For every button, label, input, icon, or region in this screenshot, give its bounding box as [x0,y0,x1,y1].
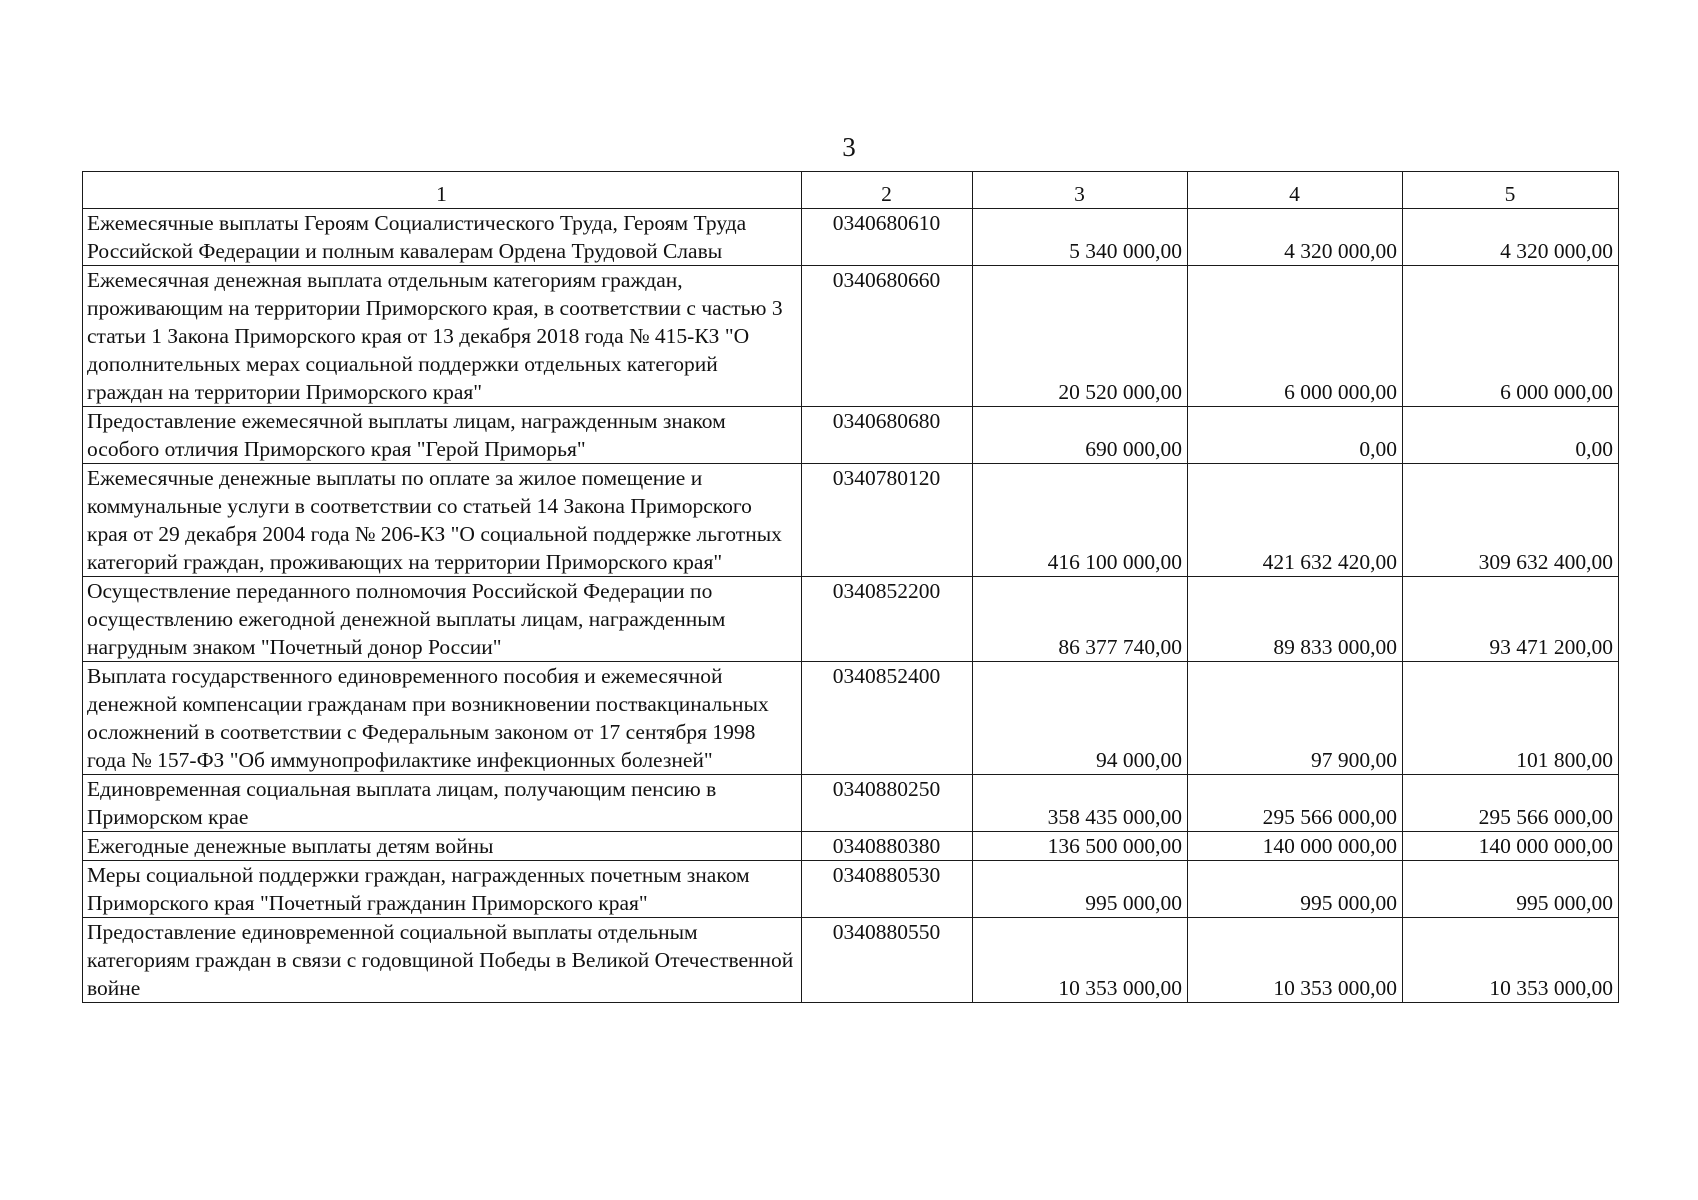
table-row [83,266,1619,407]
row-value-col4: 140 000 000,00 [1188,832,1403,861]
row-name: Меры социальной поддержки граждан, награжденных почетным знаком Приморского края "Почетный гражданин Приморского края" [83,861,802,918]
row-value-col3: 995 000,00 [973,861,1188,918]
row-name: Осуществление переданного полномочия Российской Федерации по осуществлению ежегодной денежной выплаты лицам, награжденным нагрудным знаком "Почетный донор России" [83,577,802,662]
budget-table [82,171,1619,1003]
row-name: Предоставление ежемесячной выплаты лицам, награжденным знаком особого отличия Приморского края "Герой Приморья" [83,407,802,464]
column-header-1: 1 [83,172,802,209]
row-code: 0340852200 [802,577,973,662]
row-code: 0340680660 [802,266,973,407]
row-value-col3: 416 100 000,00 [973,464,1188,577]
row-code: 0340680610 [802,209,973,266]
column-header-5: 5 [1403,172,1619,209]
row-name: Ежемесячная денежная выплата отдельным категориям граждан, проживающим на территории Приморского края, в соответствии с частью 3 статьи 1 Закона Приморского края от 13 декабря 2018 года № 415-КЗ "О дополнительных мерах социальной поддержки отдельных категорий граждан на территории Приморского края" [83,266,802,407]
row-value-col3: 5 340 000,00 [973,209,1188,266]
row-value-col4: 89 833 000,00 [1188,577,1403,662]
row-value-col3: 136 500 000,00 [973,832,1188,861]
column-header-4: 4 [1188,172,1403,209]
row-value-col4: 6 000 000,00 [1188,266,1403,407]
row-name: Единовременная социальная выплата лицам, получающим пенсию в Приморском крае [83,775,802,832]
row-code: 0340880380 [802,832,973,861]
row-value-col3: 94 000,00 [973,662,1188,775]
column-header-3: 3 [973,172,1188,209]
row-value-col5: 995 000,00 [1403,861,1619,918]
row-value-col5: 0,00 [1403,407,1619,464]
row-value-col4: 0,00 [1188,407,1403,464]
row-name: Выплата государственного единовременного пособия и ежемесячной денежной компенсации гражданам при возникновении поствакцинальных осложнений в соответствии с Федеральным законом от 17 сентября 1998 года № 157-ФЗ "Об иммунопрофилактике инфекционных болезней" [83,662,802,775]
row-value-col5: 93 471 200,00 [1403,577,1619,662]
row-value-col3: 358 435 000,00 [973,775,1188,832]
row-value-col4: 4 320 000,00 [1188,209,1403,266]
row-value-col4: 421 632 420,00 [1188,464,1403,577]
table-row [83,577,1619,662]
row-value-col3: 20 520 000,00 [973,266,1188,407]
table-row [83,407,1619,464]
row-value-col4: 995 000,00 [1188,861,1403,918]
row-code: 0340880550 [802,918,973,1003]
row-value-col4: 97 900,00 [1188,662,1403,775]
row-code: 0340680680 [802,407,973,464]
row-value-col4: 10 353 000,00 [1188,918,1403,1003]
table-row [83,662,1619,775]
row-name: Ежегодные денежные выплаты детям войны [83,832,802,861]
row-value-col5: 101 800,00 [1403,662,1619,775]
row-value-col3: 10 353 000,00 [973,918,1188,1003]
row-value-col5: 140 000 000,00 [1403,832,1619,861]
table-row [83,775,1619,832]
row-code: 0340880250 [802,775,973,832]
table-header-row [83,172,1619,209]
row-value-col5: 10 353 000,00 [1403,918,1619,1003]
row-code: 0340852400 [802,662,973,775]
row-value-col5: 295 566 000,00 [1403,775,1619,832]
row-code: 0340880530 [802,861,973,918]
row-name: Ежемесячные денежные выплаты по оплате за жилое помещение и коммунальные услуги в соответствии со статьей 14 Закона Приморского края от 29 декабря 2004 года № 206-КЗ "О социальной поддержке льготных категорий граждан, проживающих на территории Приморского края" [83,464,802,577]
row-name: Предоставление единовременной социальной выплаты отдельным категориям граждан в связи с годовщиной Победы в Великой Отечественной войне [83,918,802,1003]
table-row [83,861,1619,918]
table-row [83,209,1619,266]
row-value-col5: 309 632 400,00 [1403,464,1619,577]
column-header-2: 2 [802,172,973,209]
row-value-col3: 690 000,00 [973,407,1188,464]
page-number: 3 [842,132,856,162]
row-name: Ежемесячные выплаты Героям Социалистического Труда, Героям Труда Российской Федерации и полным кавалерам Ордена Трудовой Славы [83,209,802,266]
table-row [83,464,1619,577]
table-row [83,832,1619,861]
row-value-col4: 295 566 000,00 [1188,775,1403,832]
table-row [83,918,1619,1003]
row-value-col5: 4 320 000,00 [1403,209,1619,266]
row-value-col5: 6 000 000,00 [1403,266,1619,407]
row-code: 0340780120 [802,464,973,577]
row-value-col3: 86 377 740,00 [973,577,1188,662]
